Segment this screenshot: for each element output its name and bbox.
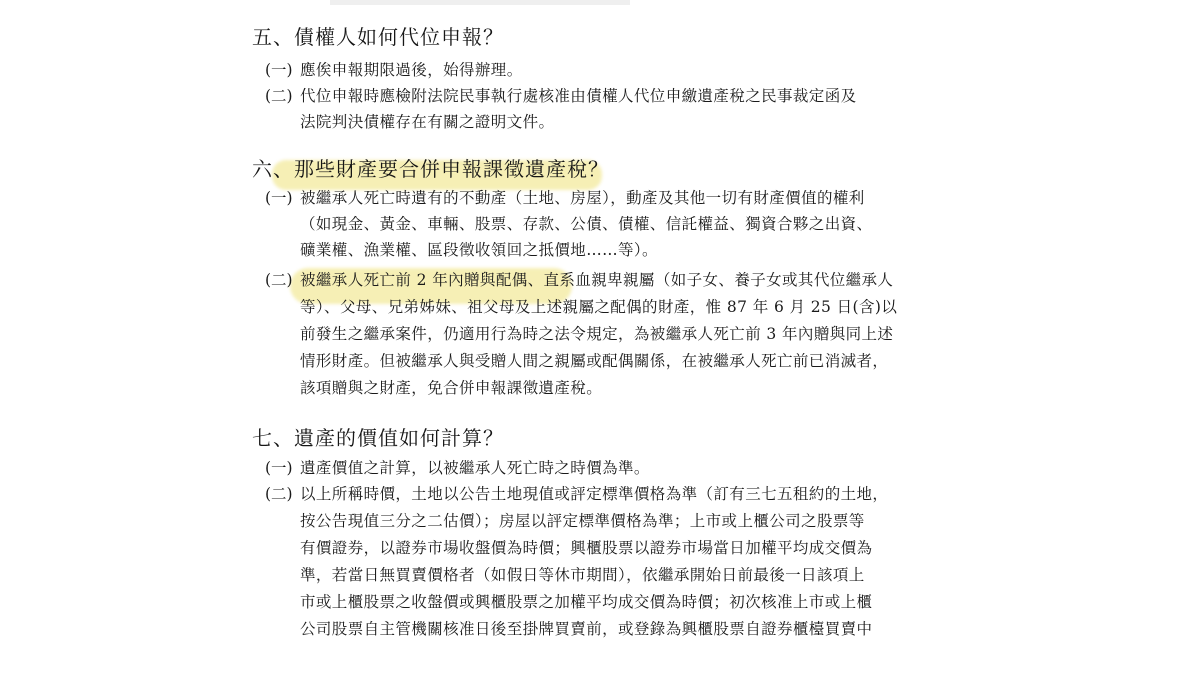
section6-item2-line4: 情形財產。但被繼承人與受贈人間之親屬或配偶關係，在被繼承人死亡前已消滅者， [300,352,889,370]
section7-item2-line3: 有價證券，以證券市場收盤價為時價；興櫃股票以證券市場當日加權平均成交價為 [300,539,873,557]
section6-item2-marker: (二) [265,271,293,289]
section5-item1-marker: (一) [265,61,293,79]
section5-item2-line2: 法院判決債權存在有關之證明文件。 [300,113,555,131]
section7-item1-line1: 遺產價值之計算，以被繼承人死亡時之時價為準。 [300,459,650,477]
section5-item2-marker: (二) [265,87,293,105]
section7-item2-line6: 公司股票自主管機關核准日後至掛牌買賣前，或登錄為興櫃股票自證券櫃檯買賣中 [300,620,873,638]
section6-item2-line5: 該項贈與之財產，免合併申報課徵遺產稅。 [300,379,603,397]
section6-item2-line3: 前發生之繼承案件，仍適用行為時之法令規定，為被繼承人死亡前 3 年內贈與同上述 [300,325,894,343]
section7-heading: 七、遺產的價值如何計算？ [252,426,504,450]
page-top-edge [330,0,630,5]
section6-item1-line2: （如現金、黃金、車輛、股票、存款、公債、債權、信託權益、獨資合夥之出資、 [300,215,873,233]
section5-heading: 五、債權人如何代位申報？ [252,25,504,49]
section6-item2-line2: 等）、父母、兄弟姊妹、祖父母及上述親屬之配偶的財產，惟 87 年 6 月 25 日(含)以 [300,298,898,316]
section6-item1-line3: 礦業權、漁業權、區段徵收領回之抵價地……等）。 [300,241,658,259]
section7-item2-line4: 準，若當日無買賣價格者（如假日等休市期間），依繼承開始日前最後一日該項上 [300,566,865,584]
section7-item2-line1: 以上所稱時價，土地以公告土地現值或評定標準價格為準（訂有三七五租約的土地， [300,485,889,503]
section7-item2-line2: 按公告現值三分之二估價）；房屋以評定標準價格為準；上市或上櫃公司之股票等 [300,512,865,530]
section5-item1-line1: 應俟申報期限過後，始得辦理。 [300,61,523,79]
section7-item2-line5: 市或上櫃股票之收盤價或興櫃股票之加權平均成交價為時價；初次核准上市或上櫃 [300,593,873,611]
section5-item2-line1: 代位申報時應檢附法院民事執行處核准由債權人代位申繳遺產稅之民事裁定函及 [300,87,857,105]
section6-heading: 六、那些財產要合併申報課徵遺產稅？ [252,157,609,181]
section7-item1-marker: (一) [265,459,293,477]
section6-item1-marker: (一) [265,189,293,207]
section6-item1-line1: 被繼承人死亡時遺有的不動產（土地、房屋），動產及其他一切有財產價值的權利 [300,189,865,207]
section7-item2-marker: (二) [265,485,293,503]
section6-item2-line1: 被繼承人死亡前 2 年內贈與配偶、直系血親卑親屬（如子女、養子女或其代位繼承人 [300,271,894,289]
